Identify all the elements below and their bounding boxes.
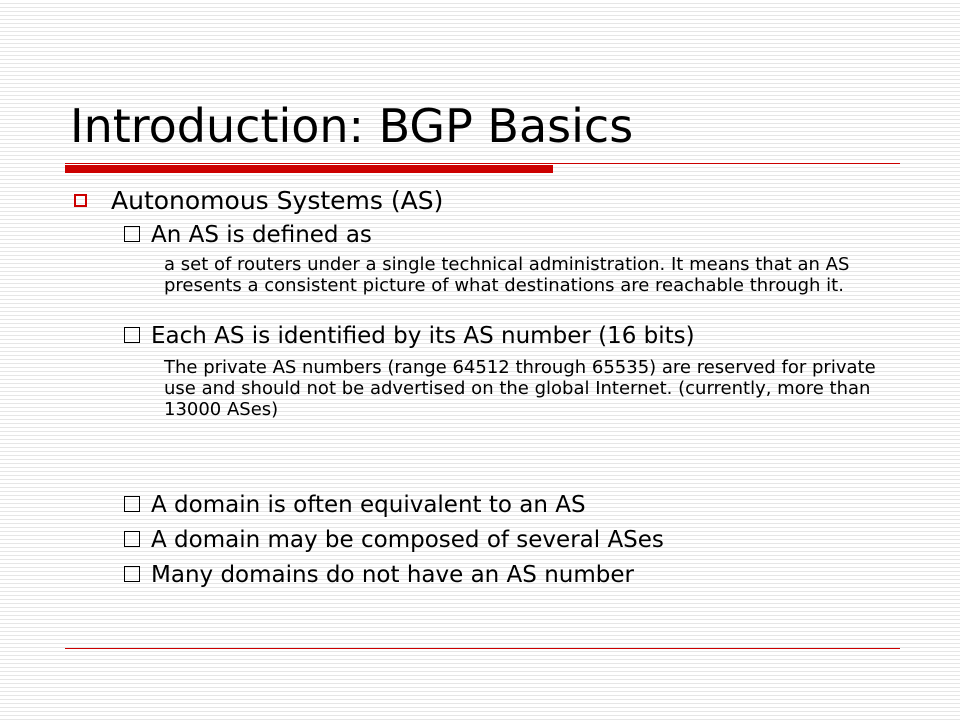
private-as-paragraph: The private AS numbers (range 64512 through 65535) are reserved for private use and should not be advertised on the global Internet. (currently, more than 13000 ASes) (164, 357, 876, 420)
sub-bullet-domain-composed (124, 526, 664, 554)
title-accent-bar (65, 165, 553, 173)
sub-bullet-text: Each AS is identified by its AS number (16 bits) (151, 323, 695, 349)
bullet-autonomous-systems (74, 186, 443, 216)
sub-bullet-as-defined (124, 221, 372, 249)
title-divider-line (65, 163, 900, 164)
bullet-text: Autonomous Systems (AS) (111, 186, 444, 215)
hollow-black-square-icon (124, 531, 140, 547)
sub-bullet-text: An AS is defined as (151, 222, 372, 248)
hollow-red-square-icon (74, 194, 87, 207)
sub-bullet-text: A domain may be composed of several ASes (151, 527, 664, 553)
hollow-black-square-icon (124, 226, 140, 242)
sub-bullet-no-as-number (124, 561, 634, 589)
sub-bullet-text: A domain is often equivalent to an AS (151, 492, 586, 518)
slide-title: Introduction: BGP Basics (70, 99, 634, 153)
sub-bullet-domain-equivalent (124, 491, 586, 519)
sub-bullet-text: Many domains do not have an AS number (151, 562, 634, 588)
definition-paragraph: a set of routers under a single technical administration. It means that an AS presents a consistent picture of what destinations are reachable through it. (164, 254, 850, 296)
footer-divider-line (65, 648, 900, 649)
hollow-black-square-icon (124, 327, 140, 343)
hollow-black-square-icon (124, 496, 140, 512)
hollow-black-square-icon (124, 566, 140, 582)
sub-bullet-as-number (124, 322, 695, 350)
